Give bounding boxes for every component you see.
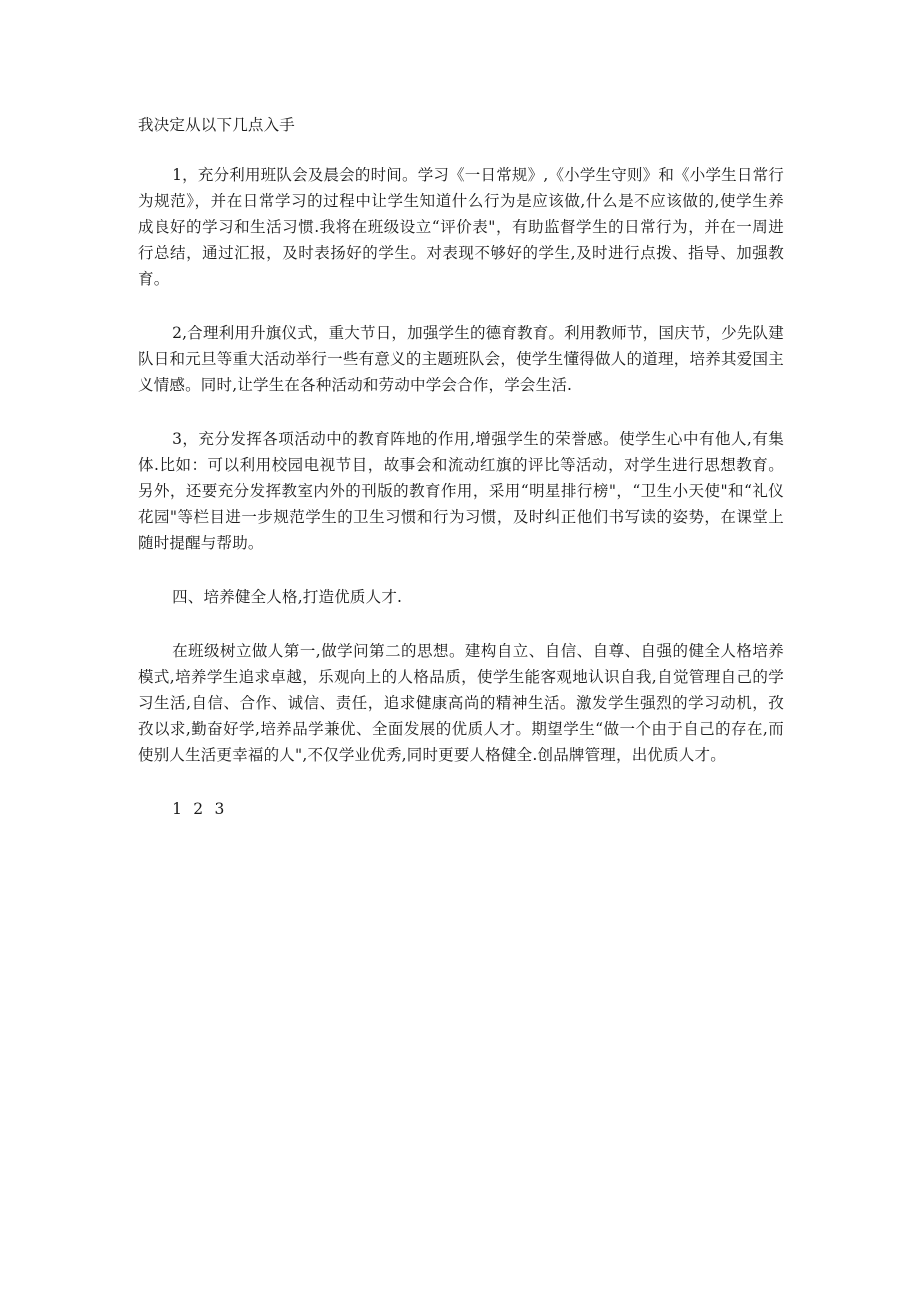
page-numbers: 1 2 3 bbox=[172, 800, 225, 818]
section-heading: 四、培养健全人格,打造优质人才. bbox=[172, 588, 403, 606]
paragraph-4: 在班级树立做人第一,做学问第二的思想。建构自立、自信、自尊、自强的健全人格培养模式,培养学生追求卓越，乐观向上的人格品质，使学生能客观地认识自我,自觉管理自己的学习生活,自信、合作、诚信、责任，追求健康高尚的精神生活。激发学生强烈的学习动机，孜孜以求,勤奋好学,培养品学兼优、全面发展的优质人才。期望学生“做一个由于自己的存在,而使别人生活更幸福的人",不仅学业优秀,同时更要人格健全.创品牌管理，出优质人才。 bbox=[138, 642, 784, 764]
document-body bbox=[138, 112, 784, 850]
paragraph-1: 1，充分利用班队会及晨会的时间。学习《一日常规》,《小学生守则》和《小学生日常行为规范》，并在日常学习的过程中让学生知道什么行为是应该做,什么是不应该做的,使学生养成良好的学习和生活习惯.我将在班级设立“评价表"，有助监督学生的日常行为，并在一周进行总结，通过汇报，及时表扬好的学生。对表现不够好的学生,及时进行点拨、指导、加强教育。 bbox=[138, 166, 784, 288]
paragraph-3: 3，充分发挥各项活动中的教育阵地的作用,增强学生的荣誉感。使学生心中有他人,有集体.比如：可以利用校园电视节目，故事会和流动红旗的评比等活动，对学生进行思想教育。另外，还要充分发挥教室内外的刊版的教育作用，采用“明星排行榜"，“卫生小天使"和“礼仪花园"等栏目进一步规范学生的卫生习惯和行为习惯，及时纠正他们书写读的姿势，在课堂上随时提醒与帮助。 bbox=[138, 430, 784, 552]
intro-line: 我决定从以下几点入手 bbox=[138, 116, 296, 134]
paragraph-2: 2,合理利用升旗仪式，重大节日，加强学生的德育教育。利用教师节，国庆节，少先队建队日和元旦等重大活动举行一些有意义的主题班队会，使学生懂得做人的道理，培养其爱国主义情感。同时,让学生在各种活动和劳动中学会合作，学会生活. bbox=[138, 324, 784, 394]
